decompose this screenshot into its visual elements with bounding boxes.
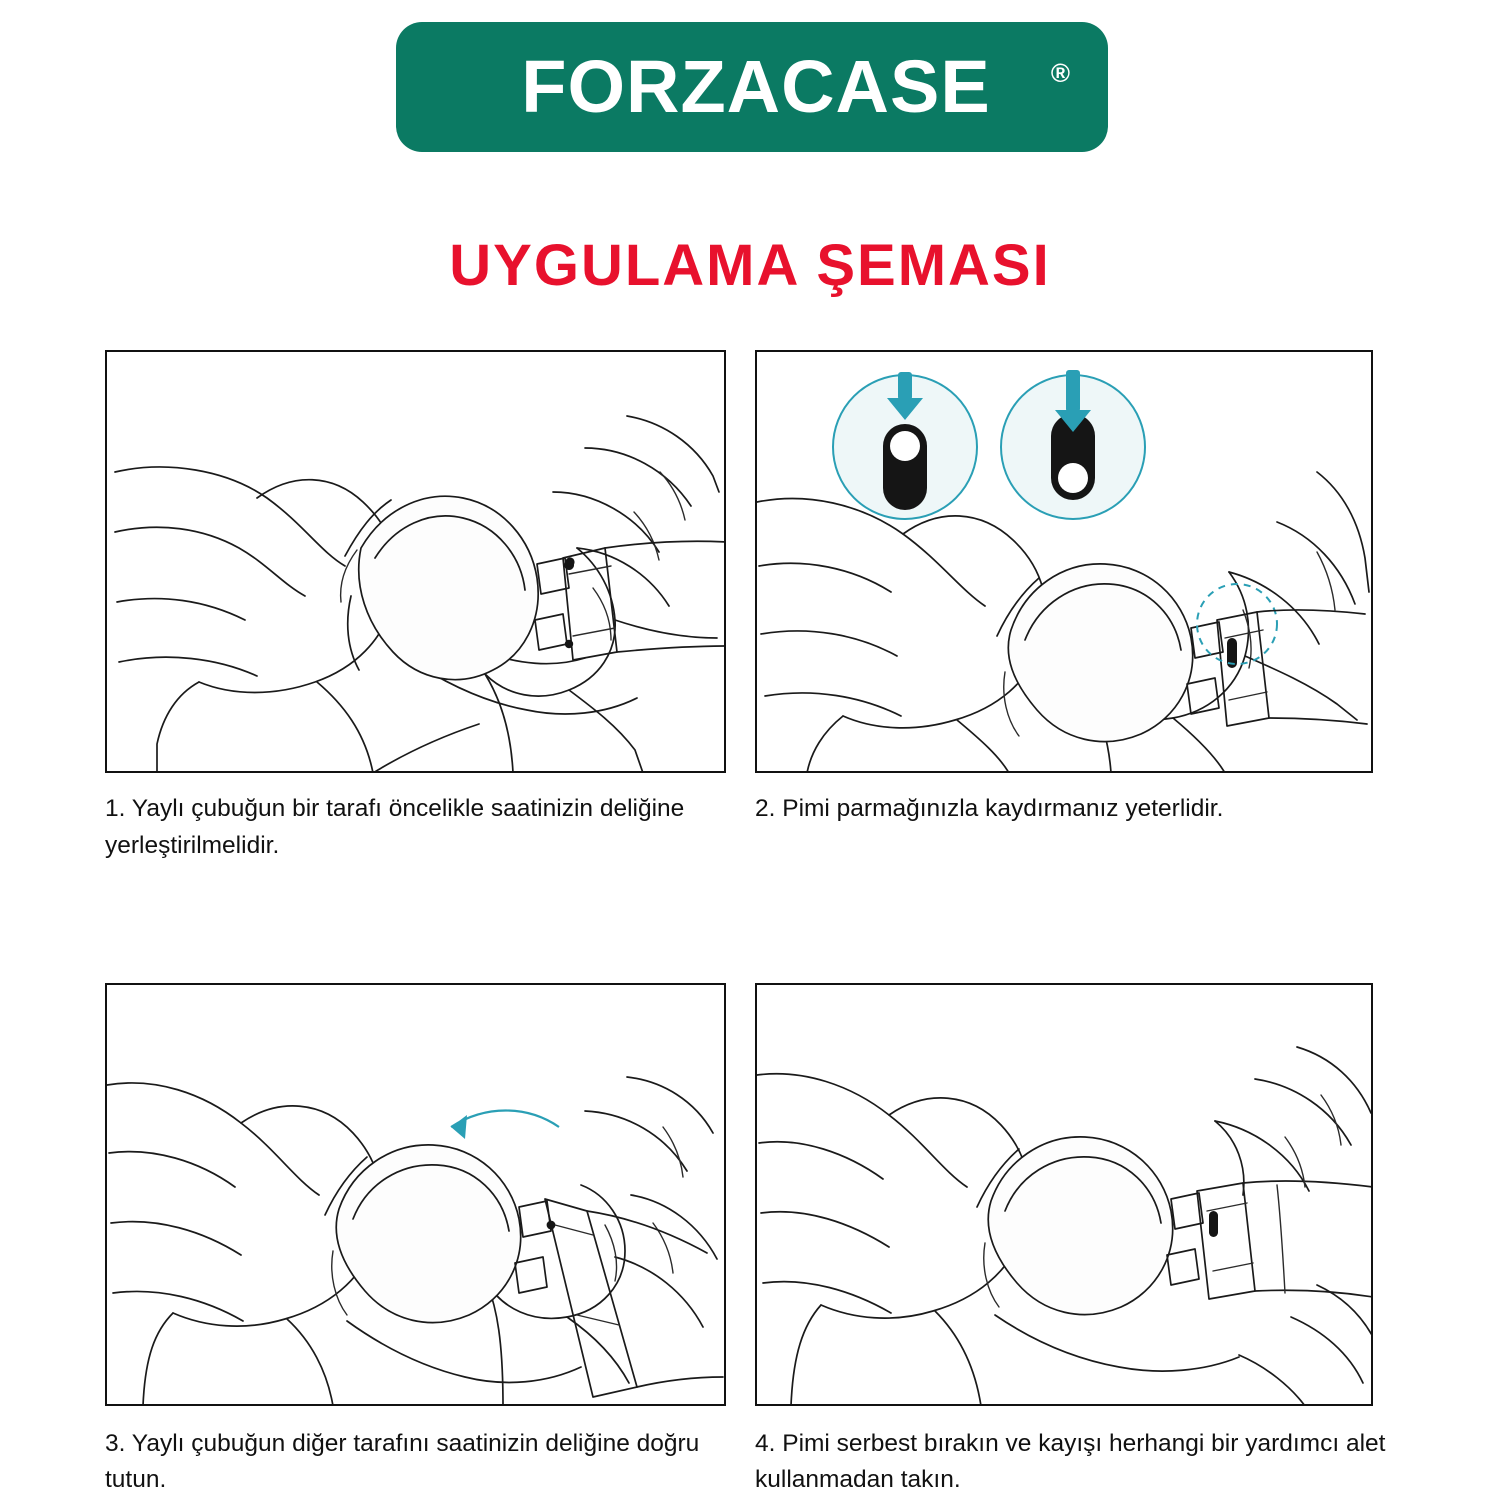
step-4 [755,865,1397,1500]
hand-watch-drawing-4 [757,985,1373,1406]
step-1-illustration [105,350,726,773]
brand-badge [396,22,1108,152]
page-title: UYGULAMA ŞEMASI [449,233,1051,298]
step-1 [105,350,755,865]
step-2-caption: 2. Pimi parmağınızla kaydırmanız yeterlidir. [755,795,1224,822]
registered-trademark-icon: ® [1050,58,1070,88]
pin-detail-callout [833,370,1145,519]
hand-watch-drawing-3 [107,985,726,1406]
step-2-illustration [755,350,1373,773]
step-3-illustration [105,983,726,1406]
step-3 [105,865,755,1500]
step-4-illustration [755,983,1373,1406]
step-1-caption: 1. Yaylı çubuğun bir tarafı öncelikle saatinizin deliğine yerleştirilmelidir. [105,795,685,859]
rotate-arrow-icon [451,1110,559,1139]
brand-logo [396,22,1108,152]
step-2 [755,350,1397,865]
hand-watch-drawing-1 [107,352,726,773]
steps-grid [105,350,1397,1499]
hand-watch-drawing-2 [757,352,1373,773]
brand-name: FORZACASE [521,45,991,128]
step-4-caption: 4. Pimi serbest bırakın ve kayışı herhangi bir yardımcı alet kullanmadan takın. [755,1429,1386,1494]
step-3-caption: 3. Yaylı çubuğun diğer tarafını saatinizin deliğine doğru tutun. [105,1429,700,1494]
